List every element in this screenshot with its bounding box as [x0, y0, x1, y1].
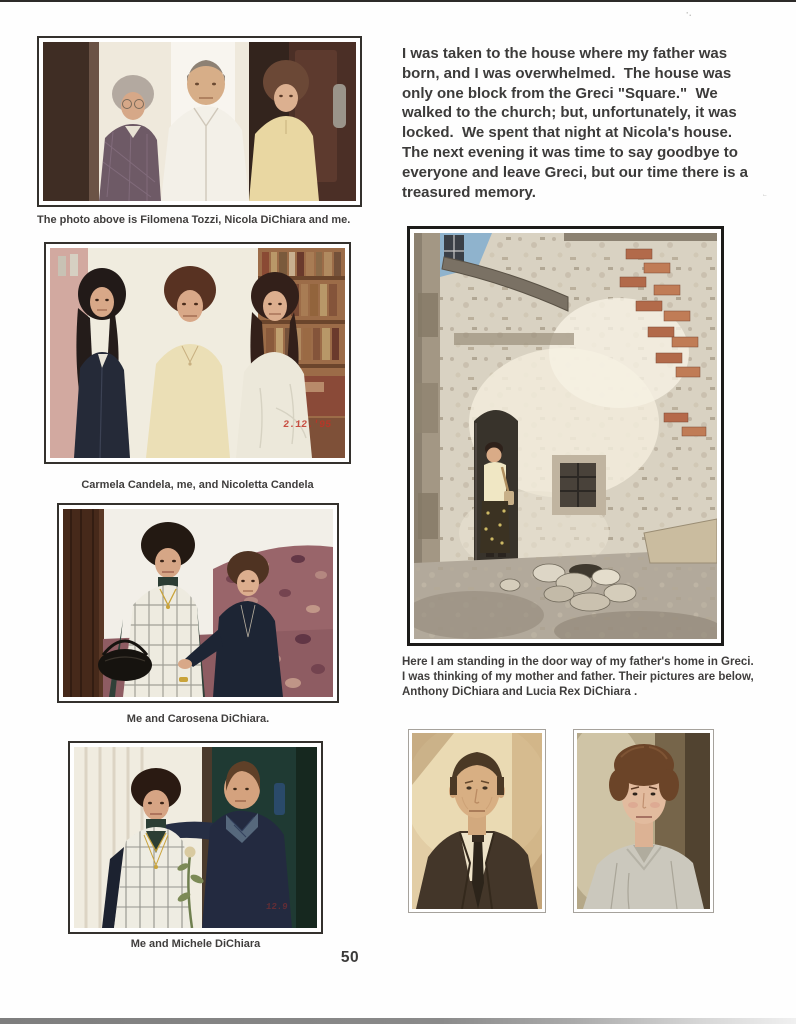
- narrative-line: walked to the church; but, unfortunately, it was: [402, 104, 737, 122]
- date-stamp: 2.12.'95: [282, 420, 332, 431]
- narrative-line: The next evening it was time to say goodbye to: [402, 143, 738, 161]
- caption-photo-candela: Carmela Candela, me, and Nicoletta Candela: [81, 479, 314, 491]
- photo-filomena-nicola-me: [37, 36, 362, 207]
- photo-illustration-woman-portrait: [577, 733, 710, 909]
- portrait-lucia-rex-dichiara: [573, 729, 714, 913]
- narrative-paragraph: [402, 44, 787, 202]
- photo-illustration-couch-scene: [63, 509, 333, 697]
- caption-doorway: [402, 655, 792, 700]
- caption-doorway-line: Anthony DiChiara and Lucia Rex DiChiara .: [402, 686, 638, 698]
- scan-artifact-top-line: [0, 0, 796, 2]
- scan-speck: ·.: [686, 8, 692, 18]
- scan-speck: ˾: [763, 186, 767, 196]
- photo-me-carosena: [57, 503, 339, 703]
- page-number: 50: [340, 949, 360, 966]
- caption-doorway-line: Here I am standing in the door way of my father's home in Greci.: [402, 656, 754, 668]
- narrative-line: only one block from the Greci "Square." We: [402, 84, 718, 102]
- photo-illustration-group-indoors: [43, 42, 356, 201]
- portrait-anthony-dichiara: [408, 729, 546, 913]
- photo-illustration-stone-house: [414, 233, 717, 639]
- narrative-line: treasured memory.: [402, 183, 536, 201]
- photo-doorway-greci: [407, 226, 724, 646]
- caption-doorway-line: I was thinking of my mother and father. Their pictures are below,: [402, 671, 754, 683]
- photo-illustration-couple: [74, 747, 317, 928]
- narrative-line: everyone and leave Greci, but our time there is a: [402, 163, 748, 181]
- scan-artifact-bottom-bar: [0, 1018, 796, 1024]
- narrative-line: locked. We spent that night at Nicola's house.: [402, 124, 733, 142]
- narrative-line: born, and I was overwhelmed. The house was: [402, 64, 732, 82]
- caption-photo-carosena: Me and Carosena DiChiara.: [126, 713, 270, 725]
- photo-illustration-man-portrait: [412, 733, 542, 909]
- date-stamp: 12.9: [265, 902, 289, 912]
- narrative-line: I was taken to the house where my father was: [402, 45, 728, 62]
- caption-photo-michele: Me and Michele DiChiara: [130, 938, 261, 950]
- caption-photo-filomena: The photo above is Filomena Tozzi, Nicola DiChiara and me.: [37, 214, 351, 226]
